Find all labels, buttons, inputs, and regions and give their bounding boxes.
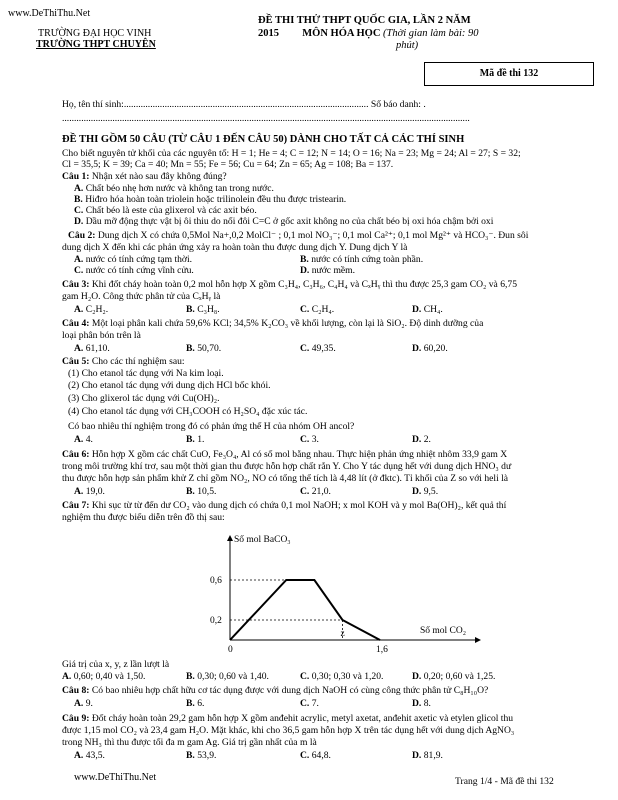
q5-option-d-text: 2. <box>423 434 431 445</box>
q7-question: Giá trị của x, y, z lần lượt là <box>62 659 170 670</box>
q4-line-2: loại phân bón trên là <box>62 330 141 341</box>
q7-option-d-text: 0,20; 0,60 và 1,25. <box>423 671 496 682</box>
exam-duration-cont: phút) <box>396 40 419 51</box>
q9-option-b[interactable]: B. 53,9. <box>186 750 217 761</box>
q8-option-b-text: 6. <box>197 698 205 709</box>
q1-option-c[interactable]: C. Chất béo là este của glixerol và các axit béo. <box>74 205 257 216</box>
q3-option-b[interactable]: B. C₃H₈. <box>186 304 220 315</box>
chart-xtick-z: z <box>340 629 345 639</box>
q4-option-a-text: 61,10. <box>85 343 110 354</box>
q7-line-2: nghiệm thu được biểu diễn trên đồ thị sau: <box>62 512 225 523</box>
q8-text: Có bao nhiêu hợp chất hữu cơ tác dụng được với dung dịch NaOH có cùng công thức phân tử C₈H₁₀O? <box>91 685 489 696</box>
chart-xlabel: Số mol CO₂ <box>420 626 467 636</box>
chart-ylabel: Số mol BaCO₃ <box>234 535 291 545</box>
student-info-line: Họ, tên thí sinh:...................................................................................................... Số báo danh: . <box>62 99 426 110</box>
q3-option-d[interactable]: D. CH₄. <box>412 304 443 315</box>
q3-option-d-text: CH₄. <box>423 304 443 315</box>
q6-line-3: thu được hỗn hợp sản phẩm khử Z chỉ gồm NO₂, NO có tổng thể tích là 4,48 lít (ở đktc). Tỉ khối của Z so với heli là <box>62 473 509 484</box>
q1-option-c-text: Chất béo là este của glixerol và các axit béo. <box>85 205 257 216</box>
q3-option-c-text: C₂H₄. <box>311 304 335 315</box>
q5-option-b[interactable]: B. 1. <box>186 434 205 445</box>
website-link-top[interactable]: www.DeThiThu.Net <box>8 8 91 19</box>
q7-text-1: Khi sục từ từ đến dư CO₂ vào dung dịch có chứa 0,1 mol NaOH; x mol KOH và y mol Ba(OH)₂, kết quả thí <box>91 500 507 511</box>
q6-line-2: trong môi trường khí trơ, sau một thời gian thu được hỗn hợp chất rắn Y. Cho Y tác dụng hết với dung dịch HNO₃ dư <box>62 461 512 472</box>
q5-option-c[interactable]: C. 3. <box>300 434 319 445</box>
q2-option-d-text: nước mềm. <box>311 265 356 276</box>
q5-stem <box>62 356 185 367</box>
q2-option-d[interactable]: D. nước mềm. <box>300 265 356 276</box>
page-footer: Trang 1/4 - Mã đề thi 132 <box>455 776 554 787</box>
q9-option-c-text: 64,8. <box>311 750 331 761</box>
q6-option-a[interactable]: A. 19,0. <box>74 486 105 497</box>
q9-option-c[interactable]: C. 64,8. <box>300 750 331 761</box>
exam-title: ĐỀ THI THỬ THPT QUỐC GIA, LẦN 2 NĂM <box>258 15 471 26</box>
exam-code-box: Mã đề thi 132 <box>424 62 594 86</box>
chart-ytick-0-2: 0,2 <box>210 616 222 626</box>
q6-label: Câu 6: <box>62 449 90 460</box>
exam-year: 2015 <box>258 28 279 39</box>
q5-experiment-4: (4) Cho etanol tác dụng với CH₃COOH có H₂SO₄ đặc xúc tác. <box>68 406 308 417</box>
q3-option-a-text: C₂H₂. <box>85 304 109 315</box>
q7-option-b[interactable]: B. 0,30; 0,60 và 1,40. <box>186 671 269 682</box>
q9-line-2: được 1,15 mol CO₂ và 23,4 gam H₂O. Mặt khác, khi cho 36,5 gam hỗn hợp X trên tác dụng hết với dung dịch AgNO₃ <box>62 725 515 736</box>
q3-line-1 <box>62 279 517 290</box>
q8-option-d-text: 8. <box>423 698 431 709</box>
q9-option-d[interactable]: D. 81,9. <box>412 750 443 761</box>
school-subname: TRƯỜNG THPT CHUYÊN <box>36 39 156 50</box>
q4-option-b-text: 50,70. <box>197 343 222 354</box>
q4-text-1: Một loại phân kali chứa 59,6% KCl; 34,5% K₂CO₃ về khối lượng, còn lại là SiO₂. Độ dinh dưỡng của <box>91 318 484 329</box>
q3-label: Câu 3: <box>62 279 90 290</box>
exam-subject-line <box>258 28 479 39</box>
q5-option-a[interactable]: A. 4. <box>74 434 93 445</box>
q1-option-a[interactable]: A. Chất béo nhẹ hơn nước và không tan trong nước. <box>74 183 274 194</box>
section-title: ĐỀ THI GỒM 50 CÂU (TỪ CÂU 1 ĐẾN CÂU 50) DÀNH CHO TẤT CẢ CÁC THÍ SINH <box>62 134 465 145</box>
q4-option-c-text: 49,35. <box>311 343 336 354</box>
q6-option-c-text: 21,0. <box>311 486 331 497</box>
q4-option-a[interactable]: A. 61,10. <box>74 343 110 354</box>
q8-option-c[interactable]: C. 7. <box>300 698 319 709</box>
q5-option-d[interactable]: D. 2. <box>412 434 431 445</box>
q8-option-a[interactable]: A. 9. <box>74 698 93 709</box>
q1-label: Câu 1: <box>62 171 90 182</box>
q9-line-3: trong NH₃ thì thu được tối đa m gam Ag. Giá trị gần nhất của m là <box>62 737 317 748</box>
exam-subject: MÔN HÓA HỌC <box>302 28 381 39</box>
q6-text-1: Hỗn hợp X gồm các chất CuO, Fe₃O₄, Al có số mol bằng nhau. Thực hiện phản ứng nhiệt nhôm 33,9 gam X <box>91 449 508 460</box>
q9-option-a-text: 43,5. <box>85 750 105 761</box>
q6-option-d[interactable]: D. 9,5. <box>412 486 439 497</box>
q6-option-a-text: 19,0. <box>85 486 105 497</box>
q2-line-2: dung dịch X đến khi các phản ứng xảy ra hoàn toàn thu được dung dịch Y. Dung dịch Y là <box>62 242 408 253</box>
chart-origin-label: 0 <box>228 645 233 655</box>
q8-option-b[interactable]: B. 6. <box>186 698 205 709</box>
q9-option-a[interactable]: A. 43,5. <box>74 750 105 761</box>
q6-line-1 <box>62 449 507 460</box>
q1-option-a-text: Chất béo nhẹ hơn nước và không tan trong nước. <box>85 183 274 194</box>
q9-label: Câu 9: <box>62 713 90 724</box>
q8-stem <box>62 685 488 696</box>
q1-option-b[interactable]: B. Hiđro hóa hoàn toàn triolein hoặc trilinolein đều thu được tristearin. <box>74 194 347 205</box>
q7-option-a[interactable]: A. 0,60; 0,40 và 1,50. <box>62 671 146 682</box>
q7-option-b-text: 0,30; 0,60 và 1,40. <box>197 671 269 682</box>
q7-option-c-text: 0,30; 0,30 và 1,20. <box>311 671 384 682</box>
q6-option-c[interactable]: C. 21,0. <box>300 486 331 497</box>
q7-line-1 <box>62 500 506 511</box>
q4-option-d[interactable]: D. 60,20. <box>412 343 448 354</box>
q7-chart <box>190 528 490 663</box>
q8-option-d[interactable]: D. 8. <box>412 698 431 709</box>
q2-option-a-text: nước có tính cứng tạm thời. <box>85 254 193 265</box>
q7-option-c[interactable]: C. 0,30; 0,30 và 1,20. <box>300 671 384 682</box>
q1-text: Nhận xét nào sau đây không đúng? <box>91 171 227 182</box>
q3-line-2: gam H₂O. Công thức phân tử của CₓHᵧ là <box>62 291 221 302</box>
q8-option-a-text: 9. <box>85 698 93 709</box>
q7-option-a-text: 0,60; 0,40 và 1,50. <box>73 671 146 682</box>
q9-text-1: Đốt cháy hoàn toàn 29,2 gam hỗn hợp X gồm anđehit acrylic, metyl axetat, anđehit axetic và etylen glicol thu <box>91 713 514 724</box>
q1-option-b-text: Hiđro hóa hoàn toàn triolein hoặc trilinolein đều thu được tristearin. <box>85 194 347 205</box>
q2-label: Câu 2: <box>68 230 96 241</box>
q8-label: Câu 8: <box>62 685 90 696</box>
q5-experiment-3: (3) Cho glixerol tác dụng với Cu(OH)₂. <box>68 393 220 404</box>
atomic-mass-line-1: Cho biết nguyên tử khối của các nguyên tố: H = 1; He = 4; C = 12; N = 14; O = 16; Na = 23; Mg = 24; Al = 27; S = 32; <box>62 148 521 159</box>
q2-option-b-text: nước có tính cứng toàn phần. <box>311 254 424 265</box>
q3-text-1: Khi đốt cháy hoàn toàn 0,2 mol hỗn hợp X gồm C₃H₄, C₃H₆, C₄H₄ và CₓHᵧ thì thu được 25,3 gam CO₂ và 6,75 <box>91 279 518 290</box>
q5-option-c-text: 3. <box>311 434 319 445</box>
q6-option-d-text: 9,5. <box>423 486 439 497</box>
dots-line: .......................................................................................................................................................................... <box>62 113 470 124</box>
atomic-mass-line-2: Cl = 35,5; K = 39; Ca = 40; Mn = 55; Fe = 56; Cu = 64; Zn = 65; Ag = 108; Ba = 137. <box>62 159 394 170</box>
q5-label: Câu 5: <box>62 356 90 367</box>
q1-option-d[interactable]: D. Dầu mỡ động thực vật bị ôi thiu do nối đôi C=C ở gốc axit không no của chất béo bị oxi hóa chậm bởi oxi <box>74 216 494 227</box>
chart-xtick-1-6: 1,6 <box>376 645 388 655</box>
q2-line-1 <box>68 230 528 241</box>
q4-line-1 <box>62 318 483 329</box>
q1-stem <box>62 171 227 182</box>
q2-option-c-text: nước có tính cứng vĩnh cửu. <box>85 265 194 276</box>
q1-option-d-text: Dầu mỡ động thực vật bị ôi thiu do nối đôi C=C ở gốc axit không no của chất béo bị oxi hóa chậm bởi oxi <box>85 216 494 227</box>
q2-option-c[interactable]: C. nước có tính cứng vĩnh cửu. <box>74 265 194 276</box>
q5-question: Có bao nhiêu thí nghiệm trong đó có phản ứng thế H của nhóm OH ancol? <box>68 421 355 432</box>
q3-option-b-text: C₃H₈. <box>197 304 220 315</box>
q5-experiment-2: (2) Cho etanol tác dụng với dung dịch HCl bốc khói. <box>68 380 271 391</box>
q4-option-c[interactable]: C. 49,35. <box>300 343 336 354</box>
q2-option-a[interactable]: A. nước có tính cứng tạm thời. <box>74 254 193 265</box>
q7-option-d[interactable]: D. 0,20; 0,60 và 1,25. <box>412 671 496 682</box>
q3-option-c[interactable]: C. C₂H₄. <box>300 304 335 315</box>
q9-option-b-text: 53,9. <box>197 750 217 761</box>
q2-text-1: Dung dịch X có chứa 0,5Mol Na+,0,2 MolCl⁻ ; 0,1 mol NO₃⁻; 0,1 mol Ca²⁺; 0,1 mol Mg²⁺ và HCO₃⁻. Đun sôi <box>97 230 529 241</box>
q4-option-b[interactable]: B. 50,70. <box>186 343 222 354</box>
website-link-bottom[interactable]: www.DeThiThu.Net <box>74 772 157 783</box>
q9-line-1 <box>62 713 513 724</box>
q9-option-d-text: 81,9. <box>423 750 443 761</box>
q4-option-d-text: 60,20. <box>423 343 448 354</box>
q6-option-b[interactable]: B. 10,5. <box>186 486 217 497</box>
q3-option-a[interactable]: A. C₂H₂. <box>74 304 109 315</box>
q5-text: Cho các thí nghiệm sau: <box>91 356 185 367</box>
q2-option-b[interactable]: B. nước có tính cứng toàn phần. <box>300 254 424 265</box>
q6-option-b-text: 10,5. <box>197 486 217 497</box>
q5-option-b-text: 1. <box>197 434 205 445</box>
q7-label: Câu 7: <box>62 500 90 511</box>
q4-label: Câu 4: <box>62 318 90 329</box>
chart-ytick-0-6: 0,6 <box>210 576 222 586</box>
exam-duration: (Thời gian làm bài: 90 <box>383 28 479 39</box>
school-name: TRƯỜNG ĐẠI HỌC VINH <box>38 28 152 39</box>
chart-series-line <box>230 580 380 640</box>
q5-option-a-text: 4. <box>85 434 93 445</box>
q5-experiment-1: (1) Cho etanol tác dụng với Na kim loại. <box>68 368 224 379</box>
q8-option-c-text: 7. <box>311 698 319 709</box>
